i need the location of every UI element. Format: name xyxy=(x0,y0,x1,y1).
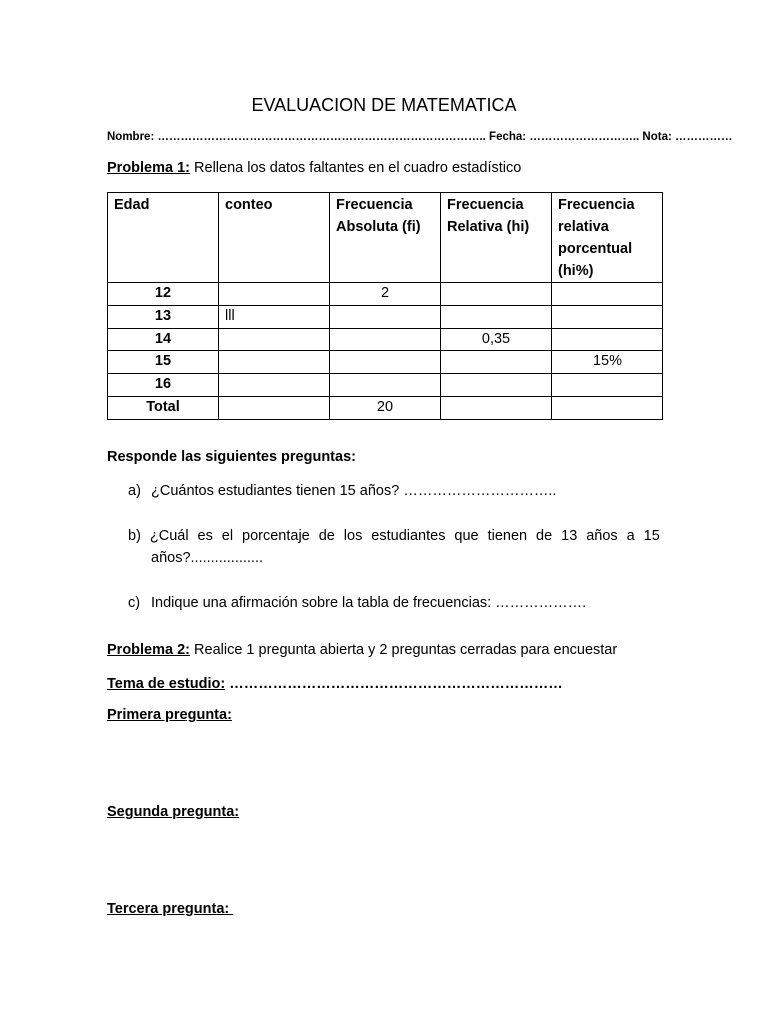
table-total-row xyxy=(108,396,663,419)
cell-fi xyxy=(330,351,441,374)
cell-conteo xyxy=(219,396,330,419)
cell-hi-percent xyxy=(552,396,663,419)
question-b-word: los xyxy=(343,528,363,544)
cell-hi-percent xyxy=(552,374,663,397)
frequency-table xyxy=(107,192,663,420)
question-b-word: años xyxy=(586,528,618,544)
question-b-word: porcentaje xyxy=(242,528,310,544)
table-row xyxy=(108,351,663,374)
table-header-row xyxy=(108,193,663,283)
problem-2-statement xyxy=(107,642,617,658)
question-b-word: el xyxy=(221,528,234,544)
header-frecuencia-porcentual xyxy=(552,193,663,283)
cell-edad: 13 xyxy=(108,305,219,328)
study-topic-dots: …………………………………………………………… xyxy=(225,676,563,692)
student-info-line: Nombre: ………………………………………………………………………….. Fecha: ……………………….. Nota: …………… xyxy=(107,131,733,143)
question-b-word: es xyxy=(197,528,213,544)
question-b-word: ¿Cuál xyxy=(149,528,189,544)
first-question-heading: Primera pregunta: xyxy=(107,707,232,723)
cell-conteo xyxy=(219,283,330,306)
problem-2-label: Problema 2: xyxy=(107,642,190,658)
header-line: porcentual xyxy=(558,241,633,257)
header-line: relativa xyxy=(558,219,609,235)
question-b-word: a xyxy=(626,528,635,544)
cell-edad: 16 xyxy=(108,374,219,397)
header-frecuencia-relativa xyxy=(441,193,552,283)
problem-2-text: Realice 1 pregunta abierta y 2 preguntas cerradas para encuestar xyxy=(190,642,618,658)
question-b-line-1 xyxy=(128,525,660,547)
cell-hi: 0,35 xyxy=(441,328,552,351)
study-topic-line xyxy=(107,676,563,692)
cell-fi xyxy=(330,374,441,397)
cell-fi-total: 20 xyxy=(330,396,441,419)
cell-hi-percent xyxy=(552,283,663,306)
cell-hi xyxy=(441,305,552,328)
header-line: Frecuencia xyxy=(558,197,635,213)
header-conteo xyxy=(219,193,330,283)
header-edad-text: Edad xyxy=(114,197,150,213)
question-b-word: de xyxy=(536,528,553,544)
question-b-word: de xyxy=(318,528,335,544)
cell-conteo: lll xyxy=(219,305,330,328)
question-a-text: ¿Cuántos estudiantes tienen 15 años? ………………………….. xyxy=(151,483,557,499)
question-b-word: estudiantes xyxy=(371,528,446,544)
cell-hi xyxy=(441,283,552,306)
cell-hi xyxy=(441,396,552,419)
cell-conteo xyxy=(219,374,330,397)
header-frecuencia-absoluta xyxy=(330,193,441,283)
cell-conteo xyxy=(219,351,330,374)
question-a xyxy=(128,480,556,502)
table-row xyxy=(108,328,663,351)
cell-fi xyxy=(330,328,441,351)
header-line: Frecuencia xyxy=(447,197,524,213)
cell-edad: 15 xyxy=(108,351,219,374)
question-c-label: c) xyxy=(128,595,141,611)
cell-hi-percent xyxy=(552,328,663,351)
cell-conteo xyxy=(219,328,330,351)
cell-edad: 12 xyxy=(108,283,219,306)
header-line: (hi%) xyxy=(558,263,594,279)
second-question-heading: Segunda pregunta: xyxy=(107,804,240,820)
header-line: Absoluta (fi) xyxy=(336,219,421,235)
header-line: Frecuencia xyxy=(336,197,413,213)
question-b-word: 15 xyxy=(643,528,660,544)
problem-1-text: Rellena los datos faltantes en el cuadro estadístico xyxy=(190,160,522,176)
cell-hi xyxy=(441,374,552,397)
cell-hi xyxy=(441,351,552,374)
third-question-heading: Tercera pregunta: xyxy=(107,901,234,917)
problem-1-statement xyxy=(107,160,521,176)
question-c xyxy=(128,592,586,614)
question-a-label: a) xyxy=(128,483,141,499)
header-edad xyxy=(108,193,219,283)
question-b-word: tienen xyxy=(487,528,528,544)
study-topic-label: Tema de estudio: xyxy=(107,676,226,692)
document-title: EVALUACION DE MATEMATICA xyxy=(251,95,517,115)
table-row xyxy=(108,374,663,397)
cell-hi-percent: 15% xyxy=(552,351,663,374)
question-b-label: b) xyxy=(128,528,141,544)
cell-fi: 2 xyxy=(330,283,441,306)
question-b-word: que xyxy=(454,528,479,544)
cell-edad: 14 xyxy=(108,328,219,351)
questions-heading: Responde las siguientes preguntas: xyxy=(107,449,356,465)
cell-fi xyxy=(330,305,441,328)
question-c-text: Indique una afirmación sobre la tabla de frecuencias: ………………. xyxy=(151,595,587,611)
question-b xyxy=(128,525,660,569)
header-conteo-text: conteo xyxy=(225,197,273,213)
header-line: Relativa (hi) xyxy=(447,219,530,235)
problem-1-label: Problema 1: xyxy=(107,160,190,176)
cell-total-label: Total xyxy=(108,396,219,419)
cell-hi-percent xyxy=(552,305,663,328)
table-row xyxy=(108,283,663,306)
question-b-line-2: años?.................. xyxy=(151,550,264,566)
question-b-word: 13 xyxy=(561,528,578,544)
table-row xyxy=(108,305,663,328)
